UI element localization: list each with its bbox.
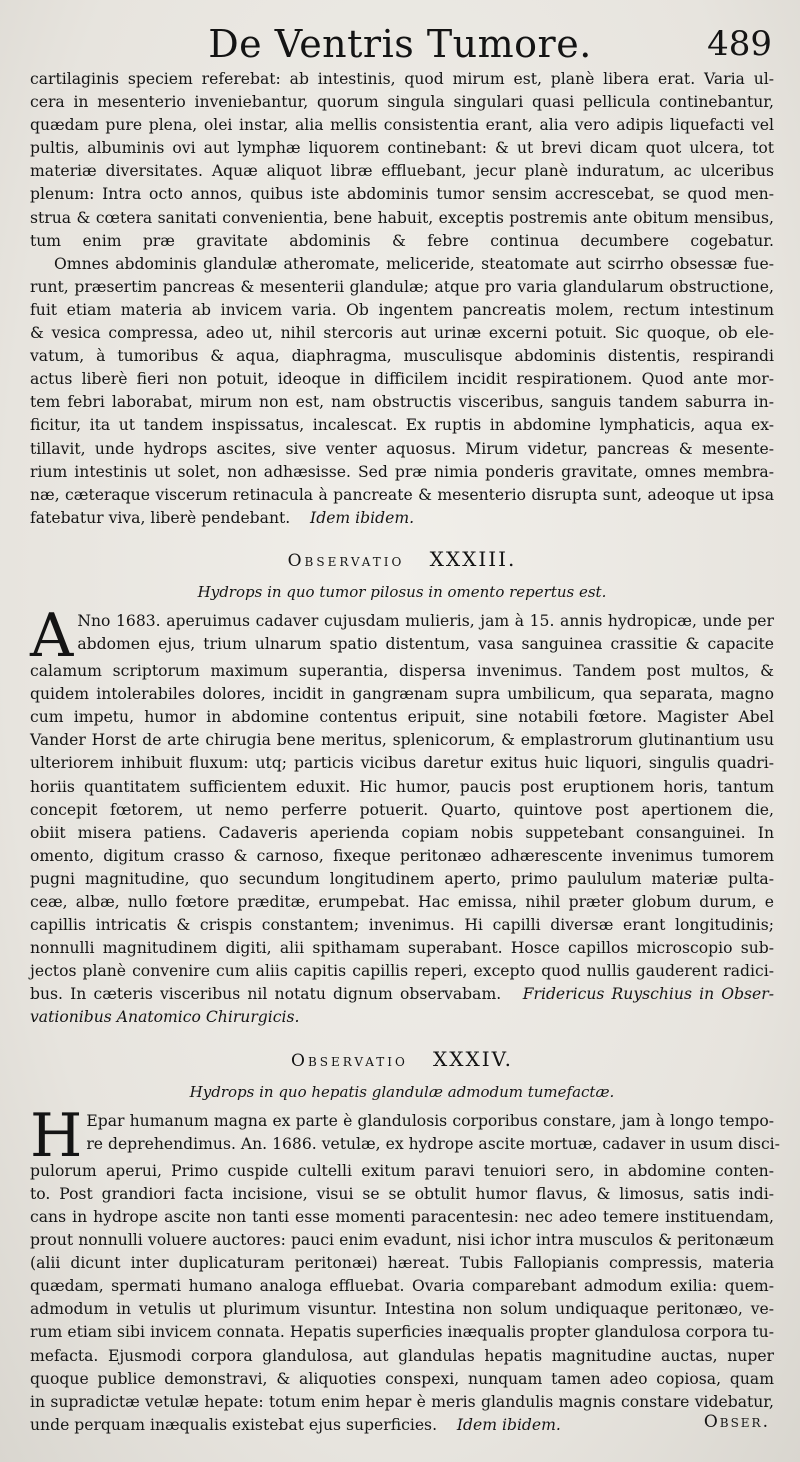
observation-number: XXXIV. bbox=[433, 1046, 513, 1071]
text-line: horiis quantitatem sufficientem eduxit. Hic humor, paucis post eruptionem horis, tantum bbox=[30, 777, 774, 796]
observation-text bbox=[30, 1100, 780, 1437]
text-line: quædam, spermati humano analoga effluebat. Ovaria comparebant admodum exilia: quem- bbox=[30, 1277, 774, 1296]
text-line: cera in mesenterio inveniebantur, quorum singula singulari quasi pellicula continebantur, bbox=[30, 93, 774, 112]
text-line: pugni magnitudine, quo secundum longitudinem aperto, primo paululum materiæ pulta- bbox=[30, 869, 774, 888]
catchword: Obser. bbox=[703, 1412, 770, 1432]
text-line: cartilaginis speciem referebat: ab intestinis, quod mirum est, planè libera erat. Varia ul- bbox=[30, 70, 774, 88]
text-line: Nno 1683. aperuimus cadaver cujusdam mulieris, jam à 15. annis hydropicæ, unde per bbox=[77, 612, 774, 631]
text-line: in supradictæ vetulæ hepate: totum enim hepar è meris glandulis magnis constare videbatur, bbox=[30, 1392, 774, 1411]
text-line: tem febri laborabat, mirum non est, nam obstructis visceribus, sanguis tandem saburra in- bbox=[30, 393, 774, 412]
citation: Idem ibidem. bbox=[310, 508, 415, 527]
text-line: cans in hydrope ascite non tanti esse momenti paracentesin: nec adeo temere instituendam, bbox=[30, 1207, 774, 1226]
text-line: rum etiam sibi invicem connata. Hepatis superficies inæqualis propter glandulosa corpora tu- bbox=[30, 1323, 774, 1342]
text-line: to. Post grandiori facta incisione, visui se se obtulit humor flavus, & limosus, satis indi- bbox=[30, 1184, 774, 1203]
paragraph-line-text: bus. In cæteris visceribus nil notatu dignum observabam. bbox=[30, 985, 502, 1004]
paragraph-line bbox=[30, 507, 774, 530]
text-line: obiit misera patiens. Cadaveris aperienda copiam nobis suppetebant consanguinei. In bbox=[30, 823, 774, 842]
text-line: mefacta. Ejusmodi corpora glandulosa, aut glandulas hepatis magnitudine auctas, nuper bbox=[30, 1346, 774, 1365]
text-line: tillavit, unde hydrops ascites, sive venter aquosus. Mirum videtur, pancreas & mesente- bbox=[30, 439, 774, 458]
page-header bbox=[0, 18, 800, 68]
text-line: Omnes abdominis glandulæ atheromate, meliceride, steatomate aut scirrho obsessæ fue- bbox=[54, 254, 774, 273]
paragraph-continuation bbox=[30, 68, 774, 253]
text-line: ceæ, albæ, nullo fœtore præditæ, erumpebat. Hac emissa, nihil præter globum durum, e bbox=[30, 893, 774, 911]
text-line: ficitur, ita ut tandem inspissatus, incalescat. Ex ruptis in abdomine lymphaticis, aqua ex- bbox=[30, 416, 774, 435]
text-line: næ, cæteraque viscerum retinacula à pancreate & mesenterio disrupta sunt, adeoque ut ipsa bbox=[30, 485, 774, 504]
observation-subtitle: Hydrops in quo hepatis glandulæ admodum tumefactæ. bbox=[189, 1082, 615, 1101]
text-line: actus liberè fieri non potuit, ideoque in difficilem incidit respirationem. Quod ante mor- bbox=[30, 370, 774, 389]
text-line: tum enim præ gravitate abdominis & febre continua decumbere cogebatur. bbox=[30, 231, 774, 250]
text-line: nonnulli magnitudinem digiti, alii spithamam superabant. Hosce capillos microscopio sub- bbox=[30, 939, 774, 958]
text-line: abdomen ejus, trium ulnarum spatio distentum, vasa sanguinea crassitie & capacite bbox=[77, 635, 774, 654]
text-line: fuit etiam materia ab invicem varia. Ob ingentem pancreatis molem, rectum intestinum bbox=[30, 300, 774, 319]
observation-word: Observatio bbox=[287, 550, 405, 571]
paragraph-omnes bbox=[30, 253, 774, 507]
page-number: 489 bbox=[707, 24, 772, 64]
text-line: prout nonnulli voluere auctores: pauci enim evadunt, nisi ichor intra musculos & peritonæum bbox=[30, 1231, 774, 1250]
running-title: De Ventris Tumore. bbox=[208, 22, 592, 66]
citation: Fridericus Ruyschius in Obser- bbox=[522, 985, 775, 1004]
citation-continued: vationibus Anatomico Chirurgicis. bbox=[30, 1008, 300, 1027]
citation: Idem ibidem. bbox=[456, 1415, 561, 1434]
text-line: quædam pure plena, olei instar, alia mellis consistentia erant, alia vero adipis liquefacti vel bbox=[30, 116, 774, 135]
text-line: cum impetu, humor in abdomine contentus eripuit, sine notabili fœtore. Magister Abel bbox=[30, 708, 774, 727]
text-line: quidem intolerabiles dolores, incidit in gangrænam supra umbilicum, qua separata, magno bbox=[30, 685, 774, 704]
paragraph-last-line: fatebatur viva, liberè pendebant. bbox=[30, 508, 291, 527]
text-line: materiæ diversitates. Aquæ aliquot libræ effluebant, jecur planè induratum, ac ulceribus bbox=[30, 162, 774, 181]
paragraph-line bbox=[30, 1414, 774, 1437]
paragraph-last-line: unde perquam inæqualis existebat ejus superficies. bbox=[30, 1415, 438, 1434]
observation-heading bbox=[30, 548, 774, 573]
text-line: concepit fœtorem, ut nemo perferre potuerit. Quarto, quintove post apertionem die, bbox=[30, 800, 774, 819]
text-line: rium intestinis ut solet, non adhæsisse. Sed præ nimia ponderis gravitate, omnes membra- bbox=[30, 462, 774, 481]
text-line: plenum: Intra octo annos, quibus iste abdominis tumor sensim accrescebat, se quod men- bbox=[30, 185, 774, 204]
observation-subtitle: Hydrops in quo tumor pilosus in omento repertus est. bbox=[197, 582, 607, 601]
text-line: omento, digitum crasso & carnoso, fixeque peritonæo adhærescente invenimus tumorem bbox=[30, 846, 774, 865]
text-line: Vander Horst de arte chirugia bene meritus, splenicorum, & emplastrorum glutinantium usu bbox=[30, 731, 774, 750]
text-line: calamum scriptorum maximum superantia, dispersa invenimus. Tandem post multos, & bbox=[30, 662, 774, 681]
text-line: Epar humanum magna ex parte è glandulosis corporibus constare, jam à longo tempo- bbox=[86, 1111, 774, 1130]
text-line: jectos planè convenire cum aliis capitis capillis reperi, excepto quod nullis gauderent radici- bbox=[30, 962, 774, 981]
observation-text bbox=[30, 601, 775, 1030]
bleed-through-footer bbox=[40, 1414, 46, 1429]
text-line: runt, præsertim pancreas & mesenterii glandulæ; atque pro varia glandularum obstructione, bbox=[30, 277, 774, 296]
drop-cap: H bbox=[30, 1100, 83, 1171]
text-line: (alii dicunt inter duplicaturam peritonæi) hæreat. Tubis Fallopianis compressis, materia bbox=[30, 1254, 774, 1273]
text-line: & vesica compressa, adeo ut, nihil stercoris aut urinæ excerni potuit. Sic quoque, ob ele- bbox=[30, 324, 774, 343]
observation-heading bbox=[30, 1048, 774, 1073]
text-line: quoque publice demonstravi, & aliquoties conspexi, nunquam tamen adeo copiosa, quam bbox=[30, 1369, 774, 1388]
text-line: capillis intricatis & crispis constantem; invenimus. Hi capilli diversæ erant longitudinis; bbox=[30, 916, 774, 935]
observation-number: XXXIII. bbox=[429, 546, 517, 571]
text-line: vatum, à tumoribus & aqua, diaphragma, musculisque abdominis distentis, respirandi bbox=[30, 347, 774, 366]
text-line: ulteriorem inhibuit fluxum: utq; particis vicibus daretur exitus huic liquori, singulis quadri- bbox=[30, 754, 774, 773]
paragraph-line bbox=[30, 983, 774, 1006]
page-body bbox=[30, 68, 780, 1437]
text-line: pultis, albuminis ovi aut lymphæ liquorem continebant: & ut brevi dicam quot ulcera, tot bbox=[30, 139, 774, 158]
text-line: strua & cœtera sanitati convenientia, bene habuit, exceptis postremis ante obitum mensibus, bbox=[30, 208, 774, 227]
drop-cap: A bbox=[30, 601, 74, 672]
observation-word: Observatio bbox=[291, 1050, 408, 1071]
text-line: admodum in vetulis ut plurimum visuntur. Intestina non solum undiquaque peritonæo, ve- bbox=[30, 1300, 774, 1319]
text-line: pulorum aperui, Primo cuspide cultelli exitum paravi tenuiori sero, in abdomine conten- bbox=[30, 1161, 774, 1180]
text-line: re deprehendimus. An. 1686. vetulæ, ex hydrope ascite mortuæ, cadaver in usum disci- bbox=[86, 1134, 780, 1153]
